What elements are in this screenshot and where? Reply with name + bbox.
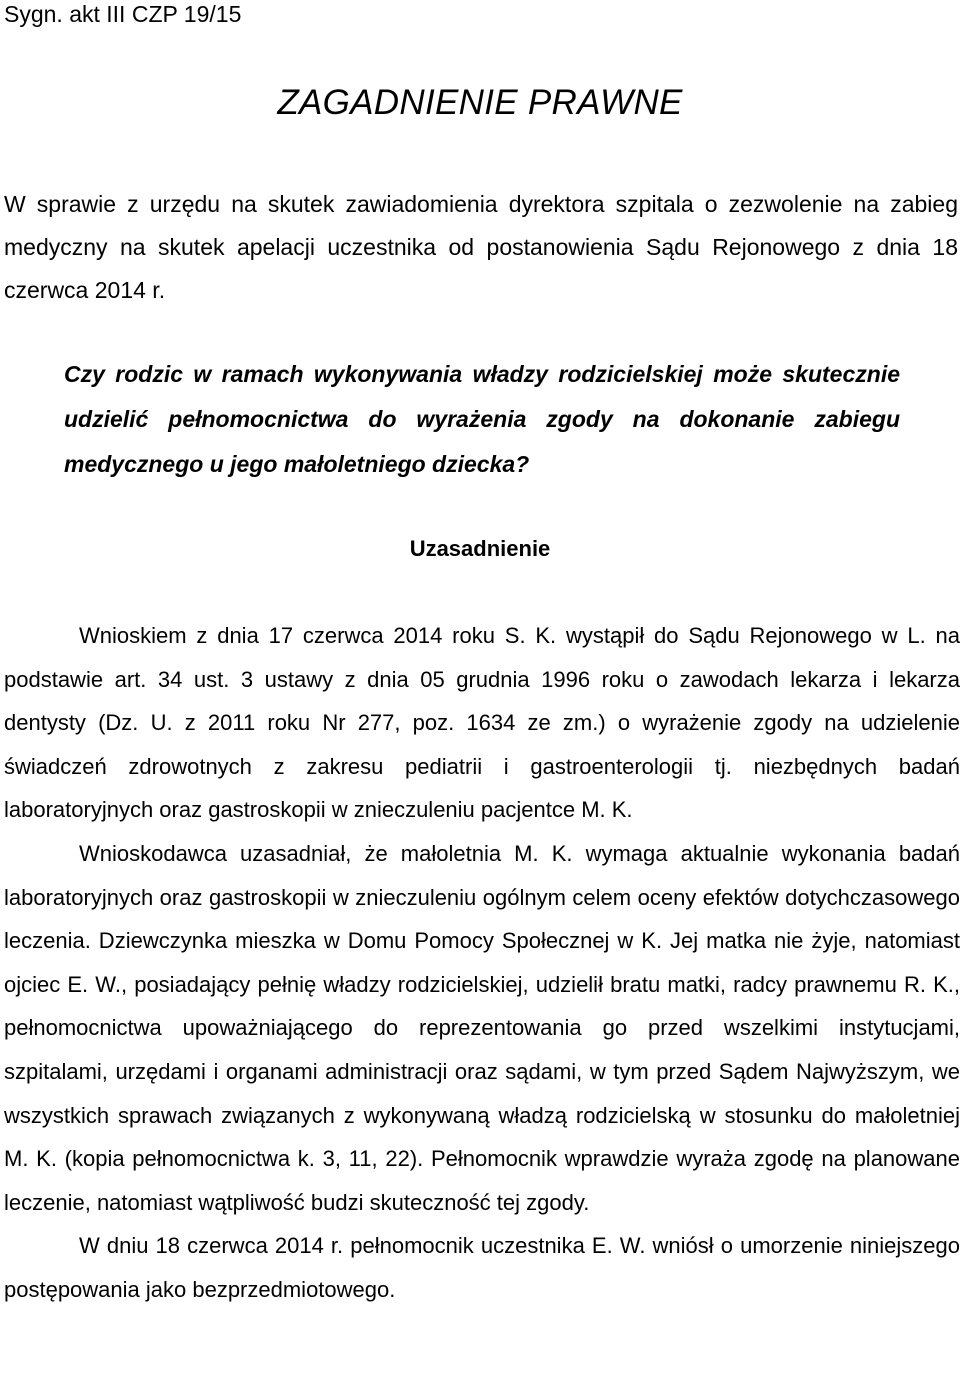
body-paragraph: Wnioskiem z dnia 17 czerwca 2014 roku S. K. wystąpił do Sądu Rejonowego w L. na podstawie art. 34 ust. 3 ustawy z dnia 05 grudnia 1996 roku o zawodach lekarza i lekarza dentysty (Dz. U. z 2011 roku Nr 277, poz. 1634 ze zm.) o wyrażenie zgody na udzielenie świadczeń zdrowotnych z zakresu pediatrii i gastroenterologii tj. niezbędnych badań laboratoryjnych oraz gastroskopii w znieczuleniu pacjentce M. K. bbox=[4, 623, 960, 823]
case-signature: Sygn. akt III CZP 19/15 bbox=[4, 1, 242, 27]
section-heading: Uzasadnienie bbox=[409, 536, 551, 561]
body-paragraph: Wnioskodawca uzasadniał, że małoletnia M. K. wymaga aktualnie wykonania badań laboratoryjnych oraz gastroskopii w znieczuleniu ogólnym celem oceny efektów dotychczasowego leczenia. Dziewczynka mieszka w Domu Pomocy Społecznej w K. Jej matka nie żyje, natomiast ojciec E. W., posiadający pełnię władzy rodzicielskiej, udzielił bratu matki, radcy prawnemu R. K., pełnomocnictwa upoważniającego do reprezentowania go przed wszelkimi instytucjami, szpitalami, urzędami i organami administracji oraz sądami, w tym przed Sądem Najwyższym, we wszystkich sprawach związanych z wykonywaną władzą rodzicielską w stosunku do małoletniej M. K. (kopia pełnomocnictwa k. 3, 11, 22). Pełnomocnik wprawdzie wyraża zgodę na planowane leczenie, natomiast wątpliwość budzi skuteczność tej zgody. bbox=[4, 840, 960, 1215]
intro-paragraph: W sprawie z urzędu na skutek zawiadomienia dyrektora szpitala o zezwolenie na zabieg medyczny na skutek apelacji uczestnika od postanowienia Sądu Rejonowego z dnia 18 czerwca 2014 r. bbox=[4, 191, 958, 303]
body-paragraph: W dniu 18 czerwca 2014 r. pełnomocnik uczestnika E. W. wniósł o umorzenie niniejszego postępowania jako bezprzedmiotowego. bbox=[4, 1233, 960, 1302]
legal-question: Czy rodzic w ramach wykonywania władzy rodzicielskiej może skutecznie udzielić pełnomocnictwa do wyrażenia zgody na dokonanie zabiegu medycznego u jego małoletniego dziecka? bbox=[64, 361, 900, 477]
document-title: ZAGADNIENIE PRAWNE bbox=[277, 83, 683, 122]
justification-body bbox=[4, 614, 960, 1312]
